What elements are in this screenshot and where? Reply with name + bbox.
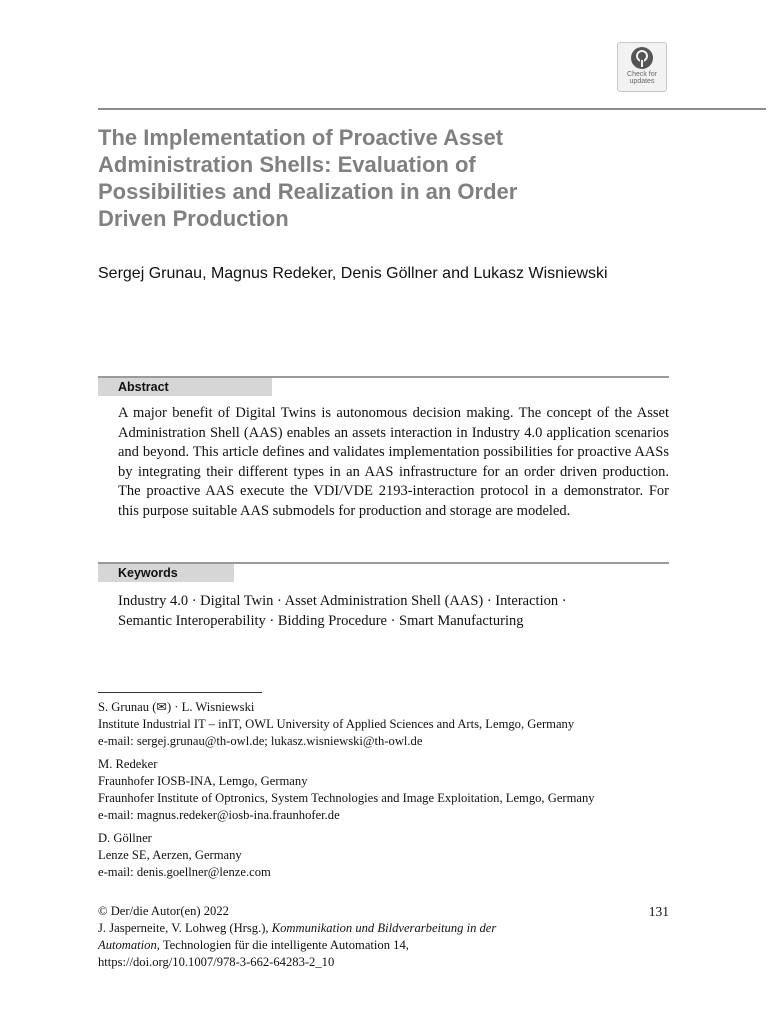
affiliation-institution: Institute Industrial IT – inIT, OWL University of Applied Sciences and Arts, Lemgo, Germany <box>98 717 575 731</box>
affiliation-names: M. Redeker <box>98 757 158 771</box>
affiliation-institution: Lenze SE, Aerzen, Germany <box>98 848 242 862</box>
footnote-rule <box>98 692 262 693</box>
affiliation-email: e-mail: sergej.grunau@th-owl.de; lukasz.wisniewski@th-owl.de <box>98 734 423 748</box>
book-title: Kommunikation und Bildverarbeitung in der <box>271 921 497 935</box>
affiliation-block <box>98 699 698 750</box>
abstract-heading: Abstract <box>98 378 272 396</box>
affiliation-institution: Fraunhofer Institute of Optronics, System Technologies and Image Exploitation, Lemgo, Germany <box>98 791 595 805</box>
top-rule <box>98 108 766 110</box>
badge-label <box>619 71 665 85</box>
keywords-line: Industry 4.0 · Digital Twin · Asset Administration Shell (AAS) · Interaction · <box>118 593 567 609</box>
affiliation-names: S. Grunau (✉) · L. Wisniewski <box>98 700 255 714</box>
paper-title <box>98 124 618 232</box>
editors-line <box>98 920 618 937</box>
affiliation-institution: Fraunhofer IOSB-INA, Lemgo, Germany <box>98 774 308 788</box>
author-list: Sergej Grunau, Magnus Redeker, Denis Göllner and Lukasz Wisniewski <box>98 265 608 282</box>
keywords-list <box>118 591 669 631</box>
editors: J. Jasperneite, V. Lohweg (Hrsg.), <box>98 921 269 935</box>
series-line <box>98 937 618 954</box>
keywords-heading: Keywords <box>98 564 234 582</box>
book-title-continued: Automation <box>98 938 157 952</box>
doi-link[interactable]: https://doi.org/10.1007/978-3-662-64283-2_10 <box>98 955 335 969</box>
affiliation-names: D. Göllner <box>98 831 152 845</box>
citation-footer <box>98 903 618 971</box>
copyright-line: © Der/die Autor(en) 2022 <box>98 904 229 918</box>
title-line: Driven Production <box>98 206 289 231</box>
title-line: Possibilities and Realization in an Order <box>98 179 518 204</box>
title-line: Administration Shells: Evaluation of <box>98 152 476 177</box>
check-for-updates-badge[interactable] <box>617 42 667 92</box>
abstract-text: A major benefit of Digital Twins is autonomous decision making. The concept of the Asset Administration Shell (AAS) enables an assets interaction in Industry 4.0 application scenarios and beyond. This article defines and validates implementation possibilities for proactive AASs by integrating their different types in an AAS infrastructure for an order driven production. The proactive AAS execute the VDI/VDE 2193-interaction protocol in a demonstrator. For this purpose suitable AAS submodels for production and storage are modeled. <box>118 405 669 519</box>
keywords-line: Semantic Interoperability · Bidding Procedure · Smart Manufacturing <box>118 613 524 629</box>
series: , Technologien für die intelligente Automation 14, <box>156 938 409 952</box>
affiliation-email: e-mail: magnus.redeker@iosb-ina.fraunhofer.de <box>98 808 340 822</box>
badge-label-line-2: updates <box>629 78 655 85</box>
check-for-updates-icon <box>630 46 654 70</box>
affiliation-block <box>98 756 698 824</box>
affiliation-email: e-mail: denis.goellner@lenze.com <box>98 865 271 879</box>
badge-label-line-1: Check for <box>627 71 657 78</box>
title-line: The Implementation of Proactive Asset <box>98 125 504 150</box>
affiliation-block <box>98 830 698 881</box>
page-number: 131 <box>648 904 669 919</box>
